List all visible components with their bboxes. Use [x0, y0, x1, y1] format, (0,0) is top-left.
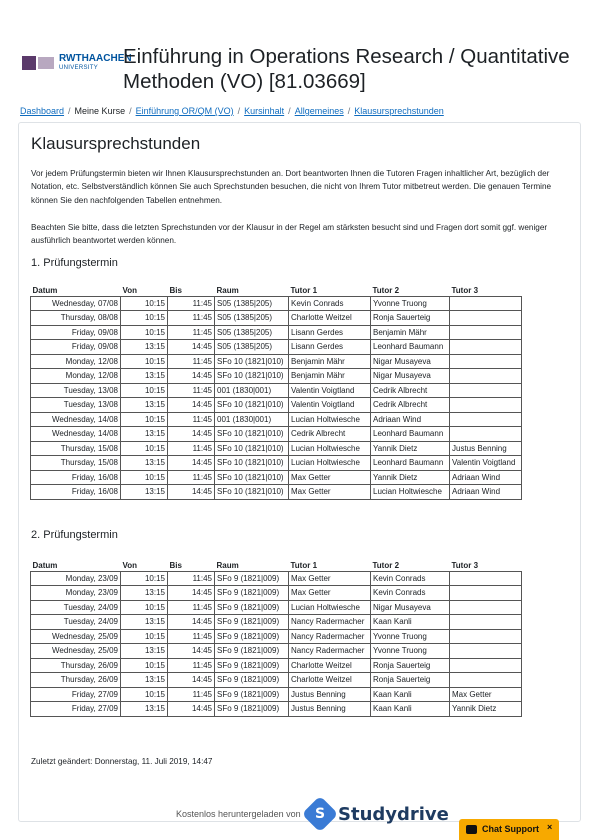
cell-tutor3	[450, 629, 522, 644]
cell-tutor2: Ronja Sauerteig	[371, 311, 450, 326]
cell-tutor3	[450, 586, 522, 601]
cell-from: 13:15	[121, 644, 168, 659]
cell-tutor2: Yvonne Truong	[371, 644, 450, 659]
cell-tutor1: Lisann Gerdes	[289, 340, 371, 355]
table-row	[31, 325, 522, 340]
cell-tutor3	[450, 600, 522, 615]
cell-date: Thursday, 26/09	[31, 658, 121, 673]
cell-date: Friday, 27/09	[31, 687, 121, 702]
cell-tutor1: Charlotte Weitzel	[289, 311, 371, 326]
cell-tutor1: Kevin Conrads	[289, 296, 371, 311]
cell-tutor3	[450, 571, 522, 586]
breadcrumb-separator: /	[129, 106, 132, 116]
cell-tutor1: Cedrik Albrecht	[289, 427, 371, 442]
table-row	[31, 687, 522, 702]
cell-from: 13:15	[121, 702, 168, 717]
breadcrumb-dashboard[interactable]: Dashboard	[20, 106, 65, 116]
chat-bubble-icon	[466, 825, 477, 834]
cell-to: 11:45	[168, 687, 215, 702]
table-row	[31, 412, 522, 427]
cell-from: 10:15	[121, 325, 168, 340]
chat-support-label: Chat Support	[482, 824, 539, 834]
table-row	[31, 427, 522, 442]
cell-room: SFo 9 (1821|009)	[215, 658, 289, 673]
cell-to: 11:45	[168, 441, 215, 456]
cell-from: 13:15	[121, 340, 168, 355]
term1-table-body	[31, 296, 522, 499]
table-row	[31, 629, 522, 644]
cell-tutor3	[450, 325, 522, 340]
cell-date: Friday, 09/08	[31, 325, 121, 340]
cell-date: Thursday, 15/08	[31, 456, 121, 471]
cell-date: Tuesday, 24/09	[31, 615, 121, 630]
cell-room: SFo 10 (1821|010)	[215, 369, 289, 384]
cell-date: Friday, 09/08	[31, 340, 121, 355]
cell-tutor2: Leonhard Baumann	[371, 456, 450, 471]
cell-to: 11:45	[168, 296, 215, 311]
studydrive-banner[interactable]	[176, 800, 449, 828]
cell-from: 13:15	[121, 485, 168, 500]
cell-tutor2: Leonhard Baumann	[371, 340, 450, 355]
cell-to: 14:45	[168, 456, 215, 471]
cell-date: Friday, 16/08	[31, 485, 121, 500]
table-row	[31, 571, 522, 586]
cell-tutor1: Charlotte Weitzel	[289, 673, 371, 688]
column-header: Von	[122, 560, 138, 570]
cell-to: 14:45	[168, 340, 215, 355]
cell-tutor2: Yannik Dietz	[371, 470, 450, 485]
cell-room: SFo 9 (1821|009)	[215, 702, 289, 717]
cell-room: SFo 10 (1821|010)	[215, 456, 289, 471]
cell-room: SFo 10 (1821|010)	[215, 470, 289, 485]
cell-tutor3	[450, 340, 522, 355]
intro-paragraph: Vor jedem Prüfungstermin bieten wir Ihnen Klausursprechstunden an. Dort beantworten Ihnen die Tutoren Fragen inhaltlicher Art, bezüglich der Notation, etc. Selbstverständlich können Sie auch Sprechstunden besuchen, die nicht von Ihrem Tutor mitbetreut werden. Die genauen Termine können Sie den nachfolgenden Tabellen entnehmen.	[31, 169, 552, 205]
cell-to: 11:45	[168, 325, 215, 340]
cell-room: SFo 10 (1821|010)	[215, 427, 289, 442]
cell-from: 10:15	[121, 412, 168, 427]
cell-to: 14:45	[168, 644, 215, 659]
table-row	[31, 586, 522, 601]
cell-tutor2: Lucian Holtwiesche	[371, 485, 450, 500]
cell-tutor3	[450, 398, 522, 413]
cell-room: SFo 9 (1821|009)	[215, 600, 289, 615]
cell-tutor3	[450, 369, 522, 384]
cell-tutor3: Max Getter	[450, 687, 522, 702]
cell-to: 11:45	[168, 383, 215, 398]
cell-to: 14:45	[168, 673, 215, 688]
cell-tutor1: Lucian Holtwiesche	[289, 600, 371, 615]
cell-tutor3: Yannik Dietz	[450, 702, 522, 717]
breadcrumb-course[interactable]: Einführung OR/QM (VO)	[135, 106, 234, 116]
table-row	[31, 311, 522, 326]
page-header	[20, 44, 590, 100]
table-row	[31, 398, 522, 413]
cell-date: Tuesday, 24/09	[31, 600, 121, 615]
cell-tutor2: Nigar Musayeva	[371, 354, 450, 369]
cell-room: SFo 10 (1821|010)	[215, 354, 289, 369]
cell-tutor2: Yvonne Truong	[371, 296, 450, 311]
table-row	[31, 296, 522, 311]
chat-support-button[interactable]	[459, 819, 559, 840]
cell-tutor2: Yannik Dietz	[371, 441, 450, 456]
breadcrumb-separator: /	[237, 106, 241, 116]
cell-to: 11:45	[168, 354, 215, 369]
cell-tutor1: Justus Benning	[289, 687, 371, 702]
breadcrumb-separator: /	[68, 106, 71, 116]
logo-subtext: UNIVERSITY	[59, 65, 99, 71]
breadcrumb-office-hours[interactable]: Klausursprechstunden	[354, 106, 444, 116]
term1-table	[30, 285, 522, 500]
cell-tutor1: Lucian Holtwiesche	[289, 441, 371, 456]
breadcrumb	[20, 106, 444, 116]
cell-date: Monday, 12/08	[31, 354, 121, 369]
studydrive-text: Kostenlos heruntergeladen von	[176, 809, 301, 819]
column-header: Tutor 3	[451, 285, 479, 295]
cell-tutor3: Adriaan Wind	[450, 485, 522, 500]
cell-tutor3: Adriaan Wind	[450, 470, 522, 485]
column-header: Datum	[32, 285, 58, 295]
term2-table	[30, 560, 522, 717]
cell-from: 13:15	[121, 615, 168, 630]
logo-text: RWTHAACHEN	[59, 53, 132, 64]
term1-heading: 1. Prüfungstermin	[31, 257, 118, 269]
table-row	[31, 340, 522, 355]
cell-from: 10:15	[121, 441, 168, 456]
cell-tutor3	[450, 673, 522, 688]
cell-to: 14:45	[168, 615, 215, 630]
cell-to: 14:45	[168, 369, 215, 384]
cell-from: 10:15	[121, 571, 168, 586]
cell-to: 14:45	[168, 485, 215, 500]
cell-from: 10:15	[121, 354, 168, 369]
cell-date: Thursday, 26/09	[31, 673, 121, 688]
table-row	[31, 470, 522, 485]
cell-tutor3	[450, 311, 522, 326]
cell-room: SFo 10 (1821|010)	[215, 485, 289, 500]
cell-room: SFo 9 (1821|009)	[215, 571, 289, 586]
table-row	[31, 354, 522, 369]
cell-date: Wednesday, 25/09	[31, 629, 121, 644]
term2-heading: 2. Prüfungstermin	[31, 529, 118, 541]
cell-date: Monday, 23/09	[31, 586, 121, 601]
column-header: Bis	[169, 285, 182, 295]
cell-to: 14:45	[168, 702, 215, 717]
cell-tutor1: Lucian Holtwiesche	[289, 412, 371, 427]
column-header: Raum	[216, 285, 239, 295]
cell-date: Thursday, 08/08	[31, 311, 121, 326]
main-content-card	[18, 122, 581, 822]
cell-tutor2: Nigar Musayeva	[371, 369, 450, 384]
table-row	[31, 369, 522, 384]
cell-room: S05 (1385|205)	[215, 311, 289, 326]
cell-tutor2: Benjamin Mähr	[371, 325, 450, 340]
cell-to: 14:45	[168, 398, 215, 413]
studydrive-logo-icon	[302, 796, 339, 833]
cell-from: 10:15	[121, 600, 168, 615]
cell-tutor1: Max Getter	[289, 571, 371, 586]
chat-close-icon[interactable]: ×	[547, 822, 553, 832]
table-row	[31, 702, 522, 717]
cell-to: 11:45	[168, 658, 215, 673]
cell-room: S05 (1385|205)	[215, 296, 289, 311]
term2-table-body	[31, 571, 522, 716]
cell-from: 13:15	[121, 456, 168, 471]
cell-tutor2: Kaan Kanli	[371, 687, 450, 702]
cell-room: SFo 9 (1821|009)	[215, 644, 289, 659]
cell-from: 10:15	[121, 629, 168, 644]
cell-tutor1: Nancy Radermacher	[289, 615, 371, 630]
cell-tutor3	[450, 412, 522, 427]
cell-from: 13:15	[121, 586, 168, 601]
cell-date: Friday, 16/08	[31, 470, 121, 485]
cell-to: 11:45	[168, 629, 215, 644]
cell-room: 001 (1830|001)	[215, 383, 289, 398]
cell-from: 10:15	[121, 296, 168, 311]
cell-tutor1: Lisann Gerdes	[289, 325, 371, 340]
cell-from: 10:15	[121, 311, 168, 326]
cell-date: Wednesday, 14/08	[31, 427, 121, 442]
table-row	[31, 615, 522, 630]
university-logo[interactable]	[22, 53, 132, 74]
table-row	[31, 441, 522, 456]
cell-tutor2: Yvonne Truong	[371, 629, 450, 644]
cell-date: Wednesday, 14/08	[31, 412, 121, 427]
cell-room: SFo 9 (1821|009)	[215, 629, 289, 644]
cell-from: 10:15	[121, 658, 168, 673]
column-header: Tutor 2	[372, 285, 400, 295]
cell-from: 10:15	[121, 470, 168, 485]
table-row	[31, 600, 522, 615]
cell-to: 11:45	[168, 470, 215, 485]
cell-tutor1: Benjamin Mähr	[289, 354, 371, 369]
cell-date: Wednesday, 25/09	[31, 644, 121, 659]
breadcrumb-general[interactable]: Allgemeines	[294, 106, 344, 116]
cell-date: Tuesday, 13/08	[31, 398, 121, 413]
table-row	[31, 383, 522, 398]
cell-tutor2: Ronja Sauerteig	[371, 673, 450, 688]
column-header: Tutor 1	[290, 560, 318, 570]
logo-mark-icon	[22, 56, 36, 70]
cell-date: Friday, 27/09	[31, 702, 121, 717]
cell-from: 10:15	[121, 687, 168, 702]
cell-tutor1: Benjamin Mähr	[289, 369, 371, 384]
cell-to: 14:45	[168, 586, 215, 601]
logo-sub-icon	[38, 57, 54, 69]
cell-to: 11:45	[168, 311, 215, 326]
cell-tutor3	[450, 615, 522, 630]
cell-tutor3	[450, 296, 522, 311]
cell-tutor2: Kevin Conrads	[371, 586, 450, 601]
cell-tutor2: Kaan Kanli	[371, 702, 450, 717]
cell-from: 13:15	[121, 673, 168, 688]
cell-tutor3	[450, 658, 522, 673]
cell-tutor2: Kevin Conrads	[371, 571, 450, 586]
table-row	[31, 673, 522, 688]
cell-room: SFo 10 (1821|010)	[215, 441, 289, 456]
cell-room: SFo 10 (1821|010)	[215, 398, 289, 413]
cell-room: S05 (1385|205)	[215, 340, 289, 355]
page-heading: Klausursprechstunden	[31, 134, 201, 153]
table-row	[31, 644, 522, 659]
table-header-row	[31, 560, 522, 571]
cell-room: 001 (1830|001)	[215, 412, 289, 427]
column-header: Bis	[169, 560, 182, 570]
column-header: Tutor 1	[290, 285, 318, 295]
table-row	[31, 485, 522, 500]
course-title: Einführung in Operations Research / Quantitative Methoden (VO) [81.03669]	[123, 45, 570, 93]
cell-tutor2: Nigar Musayeva	[371, 600, 450, 615]
cell-tutor1: Charlotte Weitzel	[289, 658, 371, 673]
cell-from: 13:15	[121, 398, 168, 413]
cell-tutor2: Ronja Sauerteig	[371, 658, 450, 673]
table-header-row	[31, 285, 522, 296]
cell-tutor2: Kaan Kanli	[371, 615, 450, 630]
cell-room: SFo 9 (1821|009)	[215, 586, 289, 601]
cell-room: SFo 9 (1821|009)	[215, 673, 289, 688]
column-header: Raum	[216, 560, 239, 570]
breadcrumb-my-courses: Meine Kurse	[74, 106, 126, 116]
cell-tutor2: Cedrik Albrecht	[371, 398, 450, 413]
cell-to: 11:45	[168, 412, 215, 427]
note-paragraph: Beachten Sie bitte, dass die letzten Sprechstunden vor der Klausur in der Regel am stärksten besucht sind und Fragen dort somit ggf. weniger ausführlich beantwortet werden können.	[31, 223, 548, 246]
table-row	[31, 658, 522, 673]
cell-to: 11:45	[168, 600, 215, 615]
cell-tutor2: Leonhard Baumann	[371, 427, 450, 442]
cell-tutor3: Valentin Voigtland	[450, 456, 522, 471]
cell-date: Tuesday, 13/08	[31, 383, 121, 398]
column-header: Tutor 3	[451, 560, 479, 570]
studydrive-logo-letter: S	[314, 806, 326, 822]
cell-tutor1: Justus Benning	[289, 702, 371, 717]
cell-tutor3	[450, 354, 522, 369]
cell-tutor1: Nancy Radermacher	[289, 644, 371, 659]
studydrive-brand: Studydrive	[338, 804, 449, 825]
cell-tutor3: Justus Benning	[450, 441, 522, 456]
cell-tutor1: Lucian Holtwiesche	[289, 456, 371, 471]
column-header: Tutor 2	[372, 560, 400, 570]
breadcrumb-course-content[interactable]: Kursinhalt	[244, 106, 285, 116]
cell-tutor1: Max Getter	[289, 485, 371, 500]
cell-tutor1: Max Getter	[289, 586, 371, 601]
cell-tutor2: Adriaan Wind	[371, 412, 450, 427]
cell-tutor2: Cedrik Albrecht	[371, 383, 450, 398]
table-row	[31, 456, 522, 471]
cell-tutor3	[450, 644, 522, 659]
cell-from: 13:15	[121, 369, 168, 384]
cell-from: 10:15	[121, 383, 168, 398]
cell-date: Monday, 12/08	[31, 369, 121, 384]
cell-tutor1: Max Getter	[289, 470, 371, 485]
cell-room: SFo 9 (1821|009)	[215, 687, 289, 702]
breadcrumb-separator: /	[347, 106, 351, 116]
column-header: Datum	[32, 560, 58, 570]
cell-date: Wednesday, 07/08	[31, 296, 121, 311]
cell-date: Monday, 23/09	[31, 571, 121, 586]
cell-tutor3	[450, 383, 522, 398]
cell-room: SFo 9 (1821|009)	[215, 615, 289, 630]
cell-to: 14:45	[168, 427, 215, 442]
cell-tutor1: Valentin Voigtland	[289, 383, 371, 398]
cell-from: 13:15	[121, 427, 168, 442]
cell-tutor1: Nancy Radermacher	[289, 629, 371, 644]
cell-to: 11:45	[168, 571, 215, 586]
cell-tutor1: Valentin Voigtland	[289, 398, 371, 413]
breadcrumb-separator: /	[288, 106, 291, 116]
cell-date: Thursday, 15/08	[31, 441, 121, 456]
column-header: Von	[122, 285, 138, 295]
cell-tutor3	[450, 427, 522, 442]
cell-room: S05 (1385|205)	[215, 325, 289, 340]
last-modified: Zuletzt geändert: Donnerstag, 11. Juli 2019, 14:47	[31, 757, 213, 766]
